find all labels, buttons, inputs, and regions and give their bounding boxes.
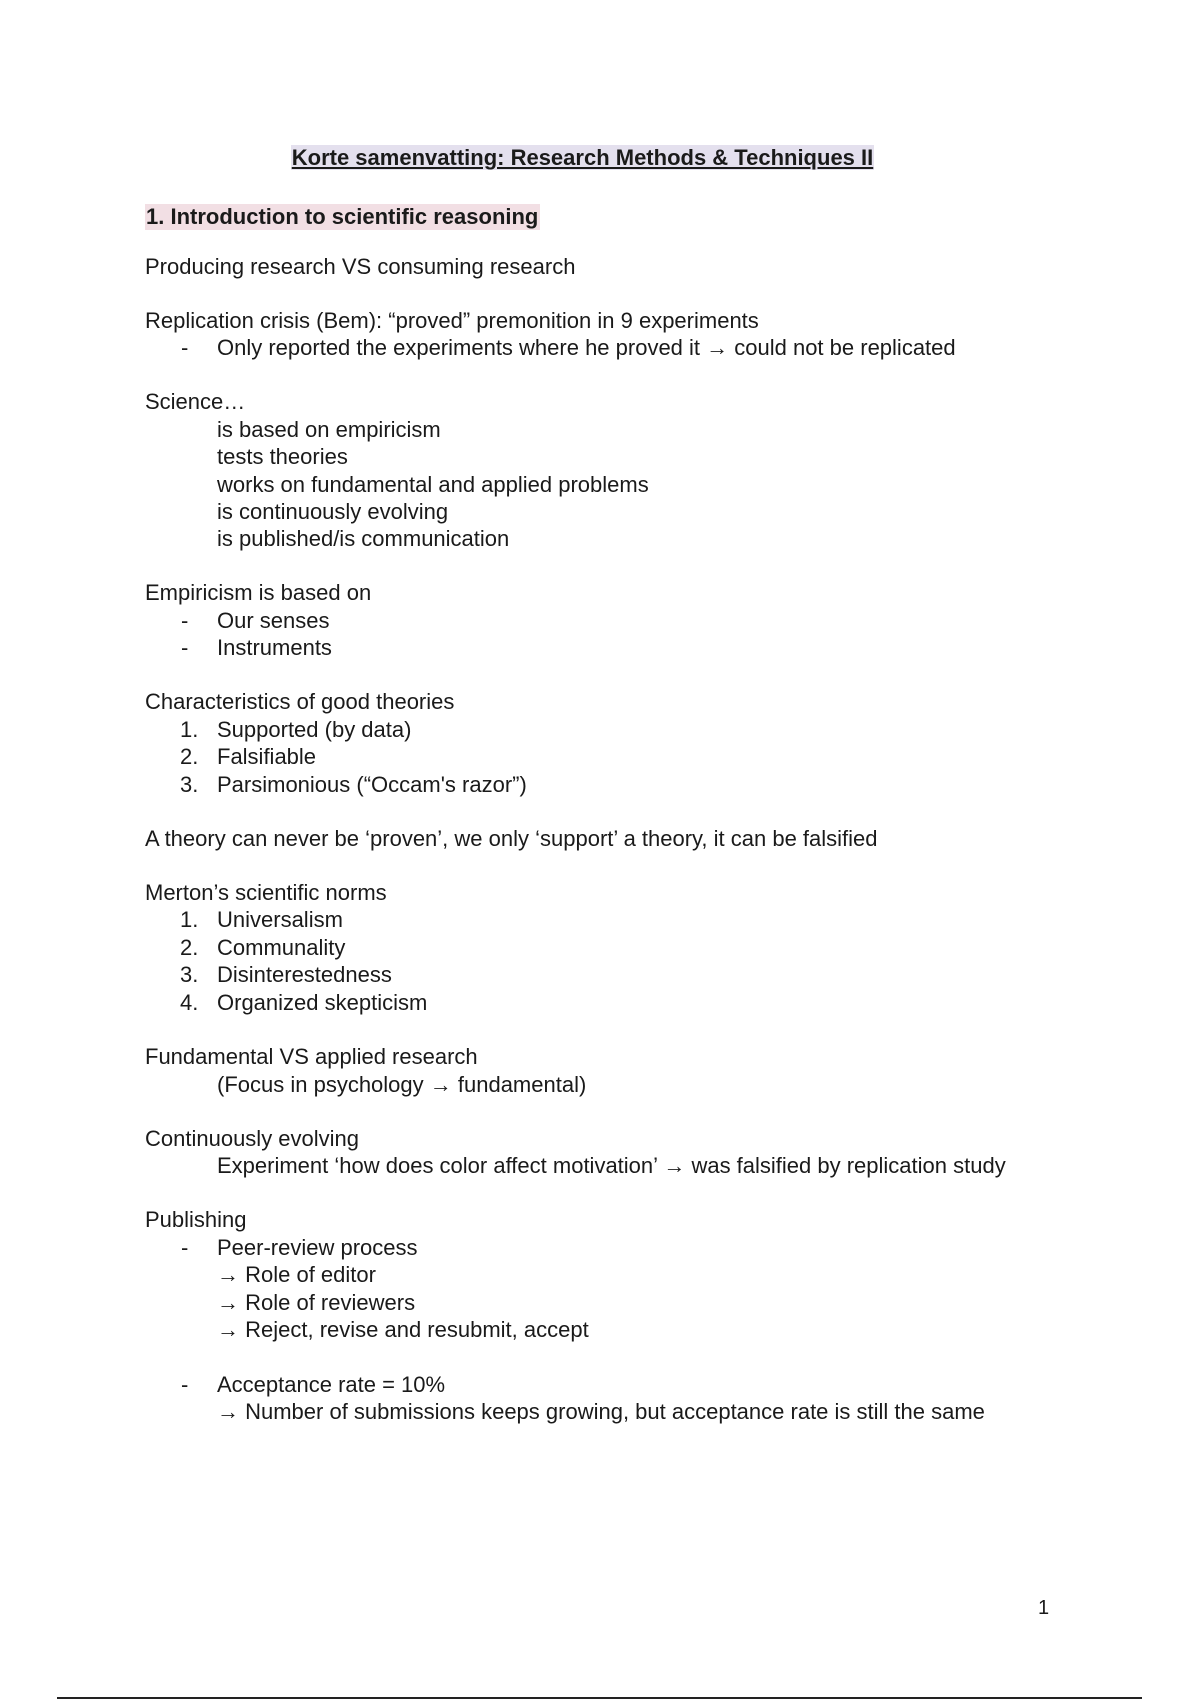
list-item: Universalism — [217, 907, 343, 932]
list-number: 2. — [180, 935, 199, 960]
page-number: 1 — [1038, 1597, 1050, 1619]
bullet-dash: - — [181, 1372, 189, 1397]
bullet-dash: - — [181, 1235, 189, 1260]
bullet-dash: - — [181, 335, 189, 360]
list-item: Only reported the experiments where he proved it → could not be replicated — [217, 335, 956, 360]
list-item: Disinterestedness — [217, 962, 392, 987]
paragraph-producing: Producing research VS consuming research — [145, 254, 576, 279]
paragraph-empiricism: Empiricism is based on — [145, 580, 372, 605]
list-number: 3. — [180, 772, 199, 797]
paragraph-publishing: Publishing — [145, 1207, 247, 1232]
list-item: Falsifiable — [217, 744, 317, 769]
list-item: Experiment ‘how does color affect motivation’ → was falsified by replication study — [217, 1153, 1006, 1178]
list-item: Organized skepticism — [217, 990, 428, 1015]
list-item: Communality — [217, 935, 346, 960]
list-item: Instruments — [217, 635, 332, 660]
document-title — [0, 145, 1165, 171]
paragraph-evolving: Continuously evolving — [145, 1126, 360, 1151]
list-item: → Role of editor — [217, 1262, 376, 1287]
list-item: tests theories — [217, 444, 348, 469]
bullet-dash: - — [181, 635, 189, 660]
list-number: 4. — [180, 990, 199, 1015]
list-item: is published/is communication — [217, 526, 510, 551]
list-item: works on fundamental and applied problems — [217, 472, 649, 497]
section-heading: 1. Introduction to scientific reasoning — [146, 204, 539, 229]
list-item: → Reject, revise and resubmit, accept — [217, 1317, 589, 1342]
document-title-text: Korte samenvatting: Research Methods & Techniques II — [291, 145, 874, 170]
bullet-dash: - — [181, 608, 189, 633]
paragraph-replication: Replication crisis (Bem): “proved” premonition in 9 experiments — [145, 308, 759, 333]
list-item: Our senses — [217, 608, 330, 633]
list-number: 1. — [180, 717, 199, 742]
paragraph-good-theories: Characteristics of good theories — [145, 689, 455, 714]
paragraph-science: Science… — [145, 389, 246, 414]
list-item: Parsimonious (“Occam's razor”) — [217, 772, 527, 797]
list-item: Supported (by data) — [217, 717, 412, 742]
list-item: is based on empiricism — [217, 417, 441, 442]
list-number: 2. — [180, 744, 199, 769]
paragraph-theory-proven: A theory can never be ‘proven’, we only ‘support’ a theory, it can be falsified — [145, 826, 878, 851]
list-item: → Number of submissions keeps growing, but acceptance rate is still the same — [217, 1399, 985, 1424]
list-item: is continuously evolving — [217, 499, 449, 524]
paragraph-merton: Merton’s scientific norms — [145, 880, 387, 905]
list-item: (Focus in psychology → fundamental) — [217, 1072, 587, 1097]
list-number: 1. — [180, 907, 199, 932]
list-item: → Role of reviewers — [217, 1290, 416, 1315]
list-item: Acceptance rate = 10% — [217, 1372, 446, 1397]
list-number: 3. — [180, 962, 199, 987]
list-item: Peer-review process — [217, 1235, 418, 1260]
page-divider — [57, 1697, 1142, 1699]
paragraph-fundamental: Fundamental VS applied research — [145, 1044, 478, 1069]
